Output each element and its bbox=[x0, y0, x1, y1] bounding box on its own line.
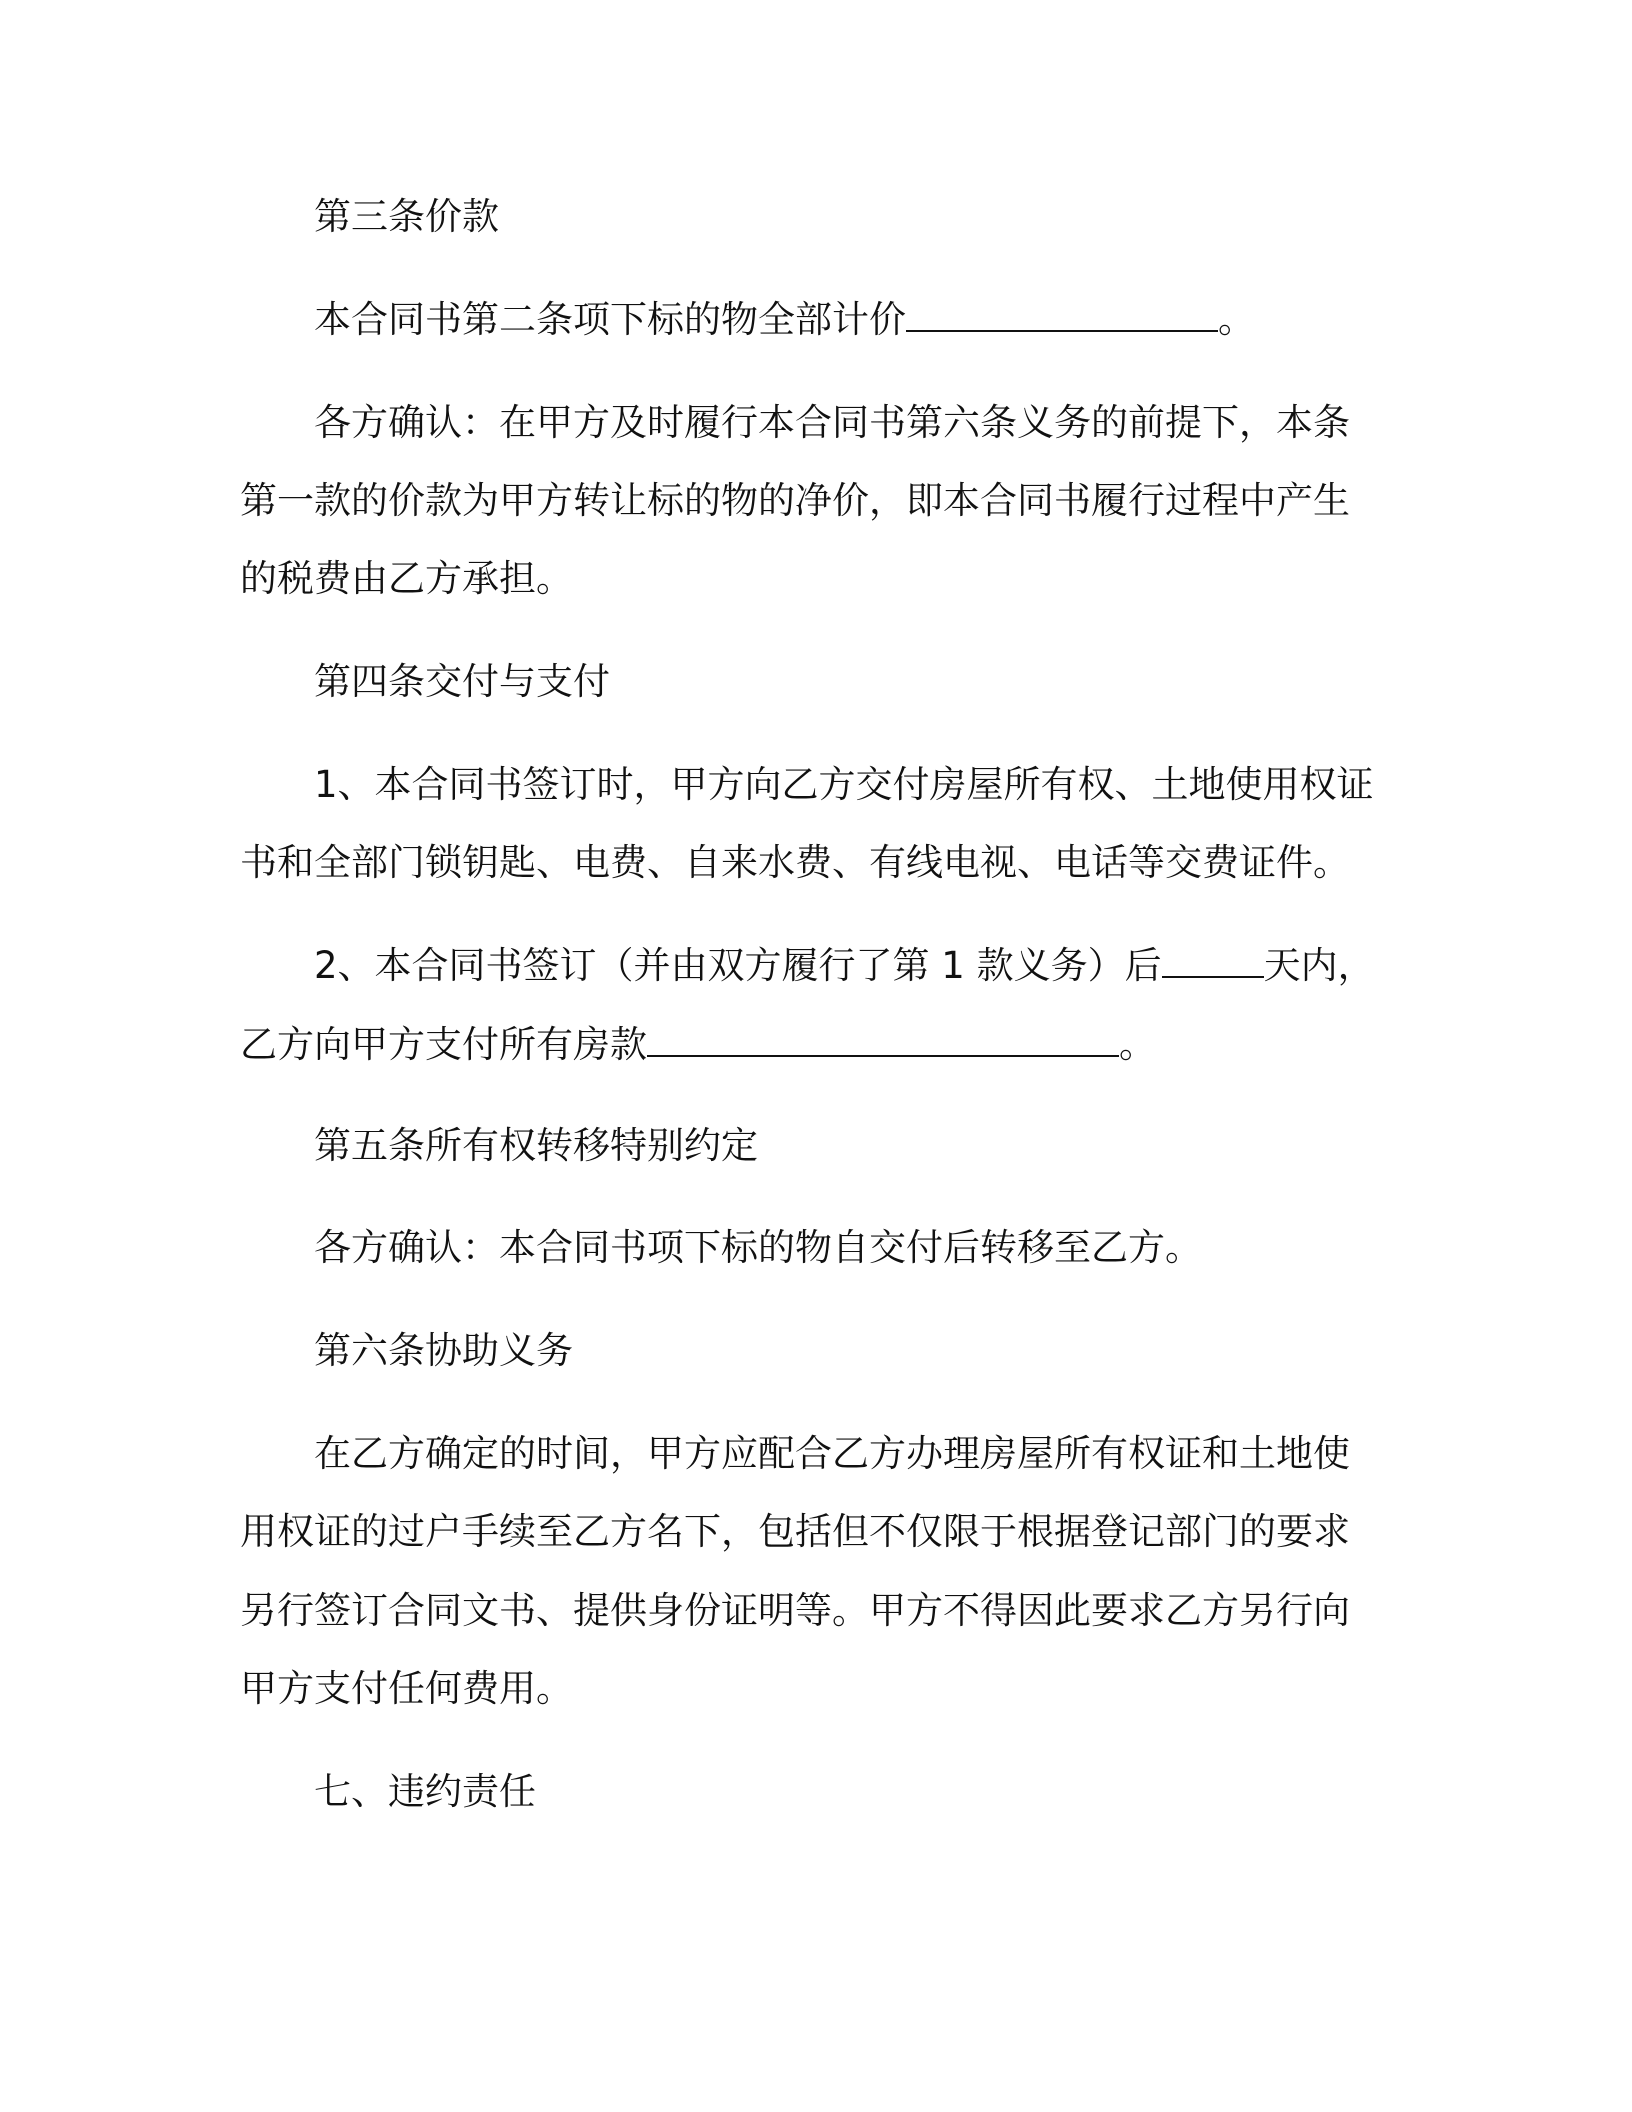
article-6-line-1: 在乙方确定的时间，甲方应配合乙方办理房屋所有权证和土地使 bbox=[314, 1432, 1350, 1475]
article-4-clause-1-line-1: 1、本合同书签订时，甲方向乙方交付房屋所有权、土地使用权证 bbox=[314, 763, 1374, 806]
price-blank bbox=[906, 300, 1218, 332]
article-5-confirm-line: 各方确认：本合同书项下标的物自交付后转移至乙方。 bbox=[314, 1226, 1202, 1269]
article-4-clause-2-line-2: 乙方向甲方支付所有房款 。 bbox=[240, 1023, 1156, 1066]
article-3-confirm-line-2: 第一款的价款为甲方转让标的物的净价，即本合同书履行过程中产生 bbox=[240, 479, 1350, 522]
article-3-price-line: 本合同书第二条项下标的物全部计价 。 bbox=[314, 298, 1255, 341]
article-6-line-3: 另行签订合同文书、提供身份证明等。甲方不得因此要求乙方另行向 bbox=[240, 1589, 1350, 1632]
payment-blank bbox=[647, 1025, 1119, 1057]
article-4-heading: 第四条交付与支付 bbox=[314, 660, 610, 703]
article-7-heading: 七、违约责任 bbox=[314, 1770, 536, 1813]
article-6-heading: 第六条协助义务 bbox=[314, 1329, 573, 1372]
article-4-clause-2-line-1: 2、本合同书签订（并由双方履行了第 1 款义务）后 天内， bbox=[314, 944, 1375, 987]
article-6-line-2: 用权证的过户手续至乙方名下，包括但不仅限于根据登记部门的要求 bbox=[240, 1510, 1350, 1553]
article-6-line-4: 甲方支付任何费用。 bbox=[240, 1667, 573, 1710]
article-3-confirm-line-1: 各方确认：在甲方及时履行本合同书第六条义务的前提下，本条 bbox=[314, 401, 1350, 444]
article-3-heading: 第三条价款 bbox=[314, 195, 499, 238]
article-5-heading: 第五条所有权转移特别约定 bbox=[314, 1124, 758, 1167]
article-3-confirm-line-3: 的税费由乙方承担。 bbox=[240, 557, 573, 600]
days-blank bbox=[1162, 946, 1264, 978]
article-4-clause-1-line-2: 书和全部门锁钥匙、电费、自来水费、有线电视、电话等交费证件。 bbox=[240, 841, 1350, 884]
